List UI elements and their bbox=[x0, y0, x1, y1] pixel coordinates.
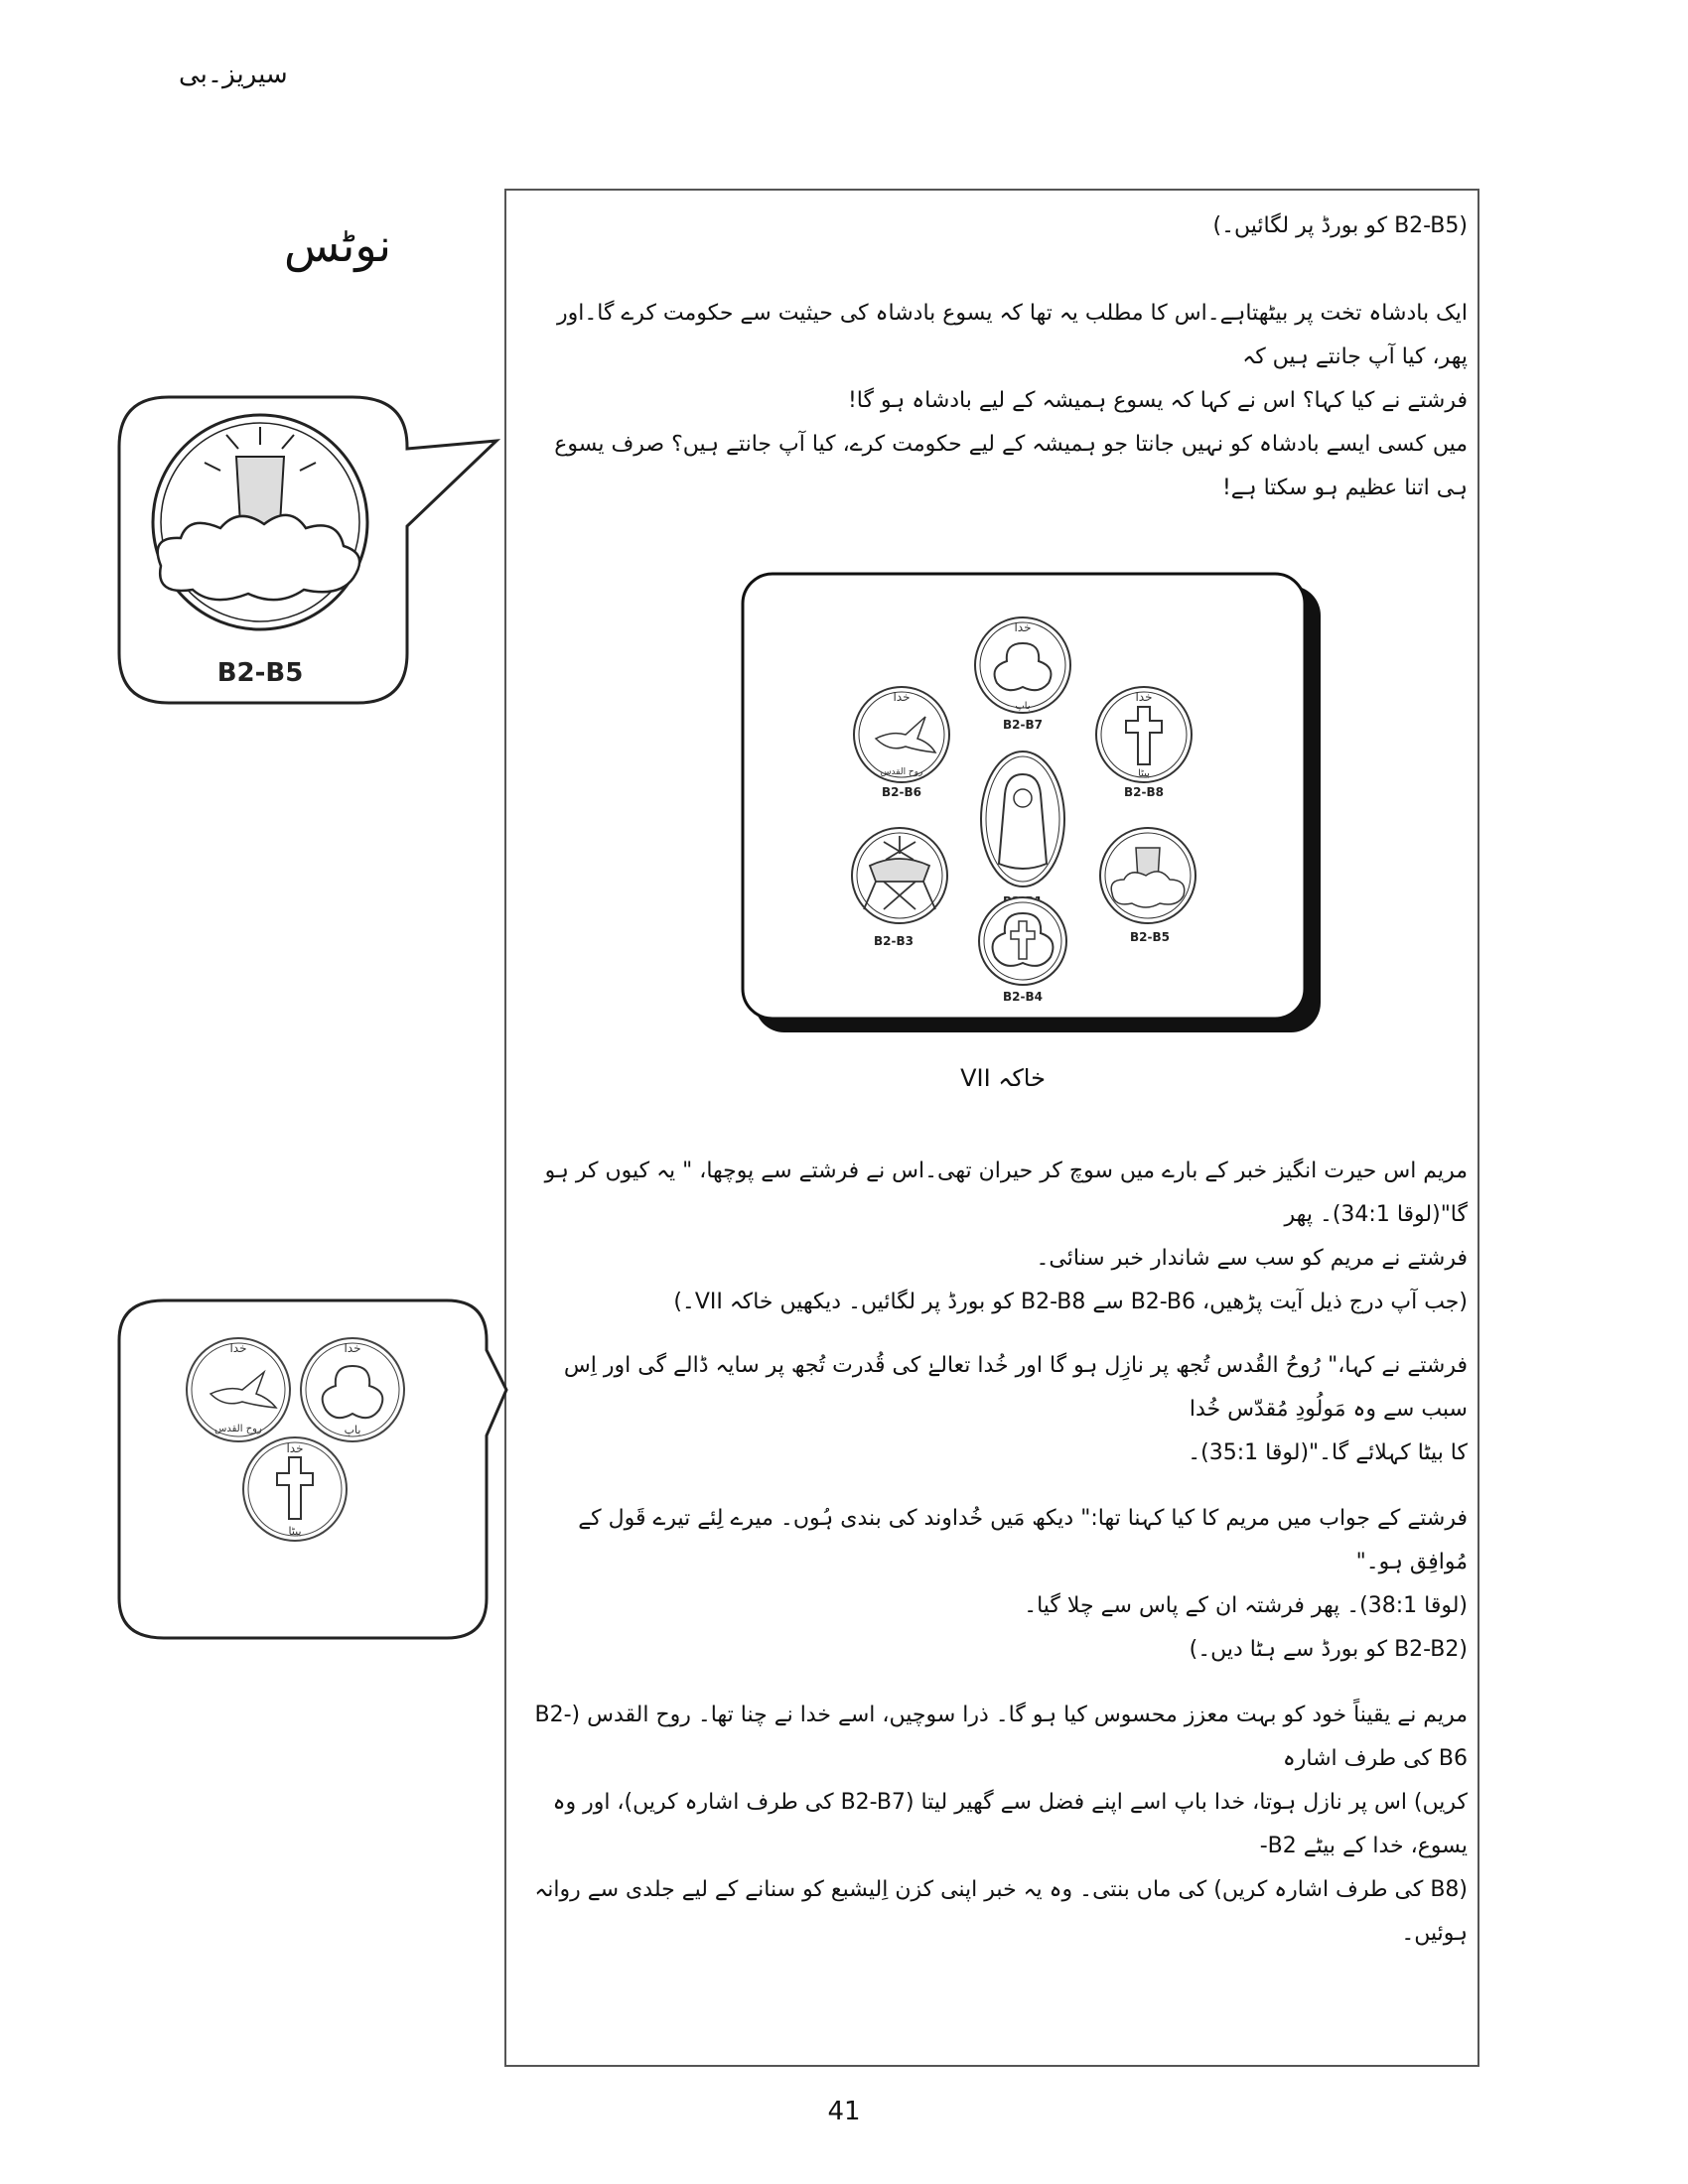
khuda-label: خدا bbox=[229, 1341, 247, 1355]
code-label: B2-B4 bbox=[1003, 990, 1043, 1004]
text-line: ایک بادشاہ تخت پر بیٹھتاہے۔اس کا مطلب یہ تھا کہ یسوع بادشاہ کی حیثیت سے حکومت کرے گا۔اور پھر، کیا آپ جانتے ہیں کہ bbox=[557, 301, 1468, 369]
cloud-icon bbox=[158, 515, 359, 600]
figure-vii-diagram bbox=[735, 566, 1331, 1042]
code-label: B2-B5 bbox=[1130, 930, 1170, 944]
text-line: میں کسی ایسے بادشاہ کو نہیں جانتا جو ہمیشہ کے لیے حکومت کرے، کیا آپ جانتے ہیں؟ صرف یسوع ہی اتنا عظیم ہو سکتا ہے! bbox=[554, 432, 1468, 500]
code-label: B2-B3 bbox=[874, 934, 914, 948]
text-line: (B2-B2 کو بورڈ سے ہٹا دیں۔) bbox=[1189, 1637, 1468, 1662]
text-line: کا بیٹا کہلائے گا۔"(لوقا 35:1)۔ bbox=[1188, 1440, 1468, 1465]
paragraph-king bbox=[524, 292, 1468, 510]
text-line: مریم اس حیرت انگیز خبر کے بارے میں سوچ کر حیران تھی۔اس نے فرشتے سے پوچھا، " یہ کیوں کر ہو گا"(لوقا 34:1)۔ پھر bbox=[544, 1159, 1468, 1227]
paragraph-mary-answer bbox=[524, 1497, 1468, 1672]
paragraph-mary-wonder bbox=[524, 1150, 1468, 1324]
khuda-label: خدا bbox=[344, 1341, 361, 1355]
text-line: کریں) اس پر نازل ہوتا، خدا باپ اسے اپنے فضل سے گھیر لیتا (B2-B7 کی طرف اشارہ کریں)، اور وہ یسوع، خدا کے بیٹے B2- bbox=[552, 1790, 1468, 1858]
callout-bubble-throne bbox=[109, 387, 506, 725]
khuda-label: خدا bbox=[1135, 690, 1153, 704]
paragraph-angel-said bbox=[524, 1344, 1468, 1475]
code-label: B2-B6 bbox=[882, 785, 921, 799]
text-line: فرشتے نے مریم کو سب سے شاندار خبر سنائی۔ bbox=[1036, 1246, 1468, 1271]
callout-code: B2-B5 bbox=[216, 658, 304, 688]
text-line: (B8 کی طرف اشارہ کریں) کی ماں بنتی۔ وہ یہ خبر اپنی کزن اِلیشبع کو سنانے کے لیے جلدی سے روانہ ہوئیں۔ bbox=[534, 1877, 1468, 1946]
ruh-label: روح القدس bbox=[880, 767, 923, 777]
khuda-label: خدا bbox=[286, 1441, 304, 1455]
ruh-label: روح القدس bbox=[214, 1424, 262, 1434]
baap-label: باپ bbox=[344, 1424, 361, 1436]
text-line: (لوقا 38:1)۔ پھر فرشتہ ان کے پاس سے چلا گیا۔ bbox=[1024, 1593, 1468, 1618]
code-label: B2-B7 bbox=[1003, 718, 1043, 732]
code-label: B2-B8 bbox=[1124, 785, 1164, 799]
text-line: فرشتے نے کہا،" رُوحُ القُدس تُجھ پر نازِل ہو گا اور خُدا تعالےٰ کی قُدرت تُجھ پر سایہ ڈالے گی اور اِس سبب سے وہ مَولُودِ مُقدّس خُدا bbox=[563, 1353, 1468, 1422]
callout-bubble-trinity bbox=[109, 1291, 516, 1658]
text-line: فرشتے نے کیا کہا؟ اس نے کہا کہ یسوع ہمیشہ کے لیے بادشاہ ہو گا! bbox=[847, 388, 1468, 413]
khuda-label: خدا bbox=[893, 690, 911, 704]
beta-label: بیٹا bbox=[288, 1525, 302, 1538]
khuda-label: خدا bbox=[1014, 620, 1032, 634]
notes-title: نوٹس bbox=[283, 218, 391, 272]
beta-label: بیٹا bbox=[1138, 768, 1150, 779]
paragraph-mary-honored bbox=[524, 1694, 1468, 1956]
text-line: (جب آپ درج ذیل آیت پڑھیں، B2-B6 سے B2-B8 کو بورڈ پر لگائیں۔ دیکھیں خاکہ VII۔) bbox=[673, 1290, 1468, 1314]
trefoil-medallion bbox=[301, 1338, 404, 1441]
text-line: مریم نے یقیناً خود کو بہت معزز محسوس کیا ہو گا۔ ذرا سوچیں، اسے خدا نے چنا تھا۔ روح القدس (B2-B6 کی طرف اشارہ bbox=[534, 1703, 1468, 1771]
text-line: فرشتے کے جواب میں مریم کا کیا کہنا تھا:" دیکھ مَیں خُداوند کی بندی ہُوں۔ میرے لِئے تیرے قَول کے مُوافِق ہو۔" bbox=[578, 1506, 1468, 1574]
page-number: 41 bbox=[827, 2097, 861, 2126]
dove-medallion bbox=[187, 1338, 290, 1441]
baap-label: باپ bbox=[1015, 701, 1031, 712]
figure-caption: خاکہ VII bbox=[960, 1064, 1046, 1092]
instruction-line: (B2-B5 کو بورڈ پر لگائیں۔) bbox=[1212, 213, 1468, 238]
series-label: سیریز۔بی bbox=[179, 60, 288, 89]
cross-medallion bbox=[243, 1437, 347, 1541]
